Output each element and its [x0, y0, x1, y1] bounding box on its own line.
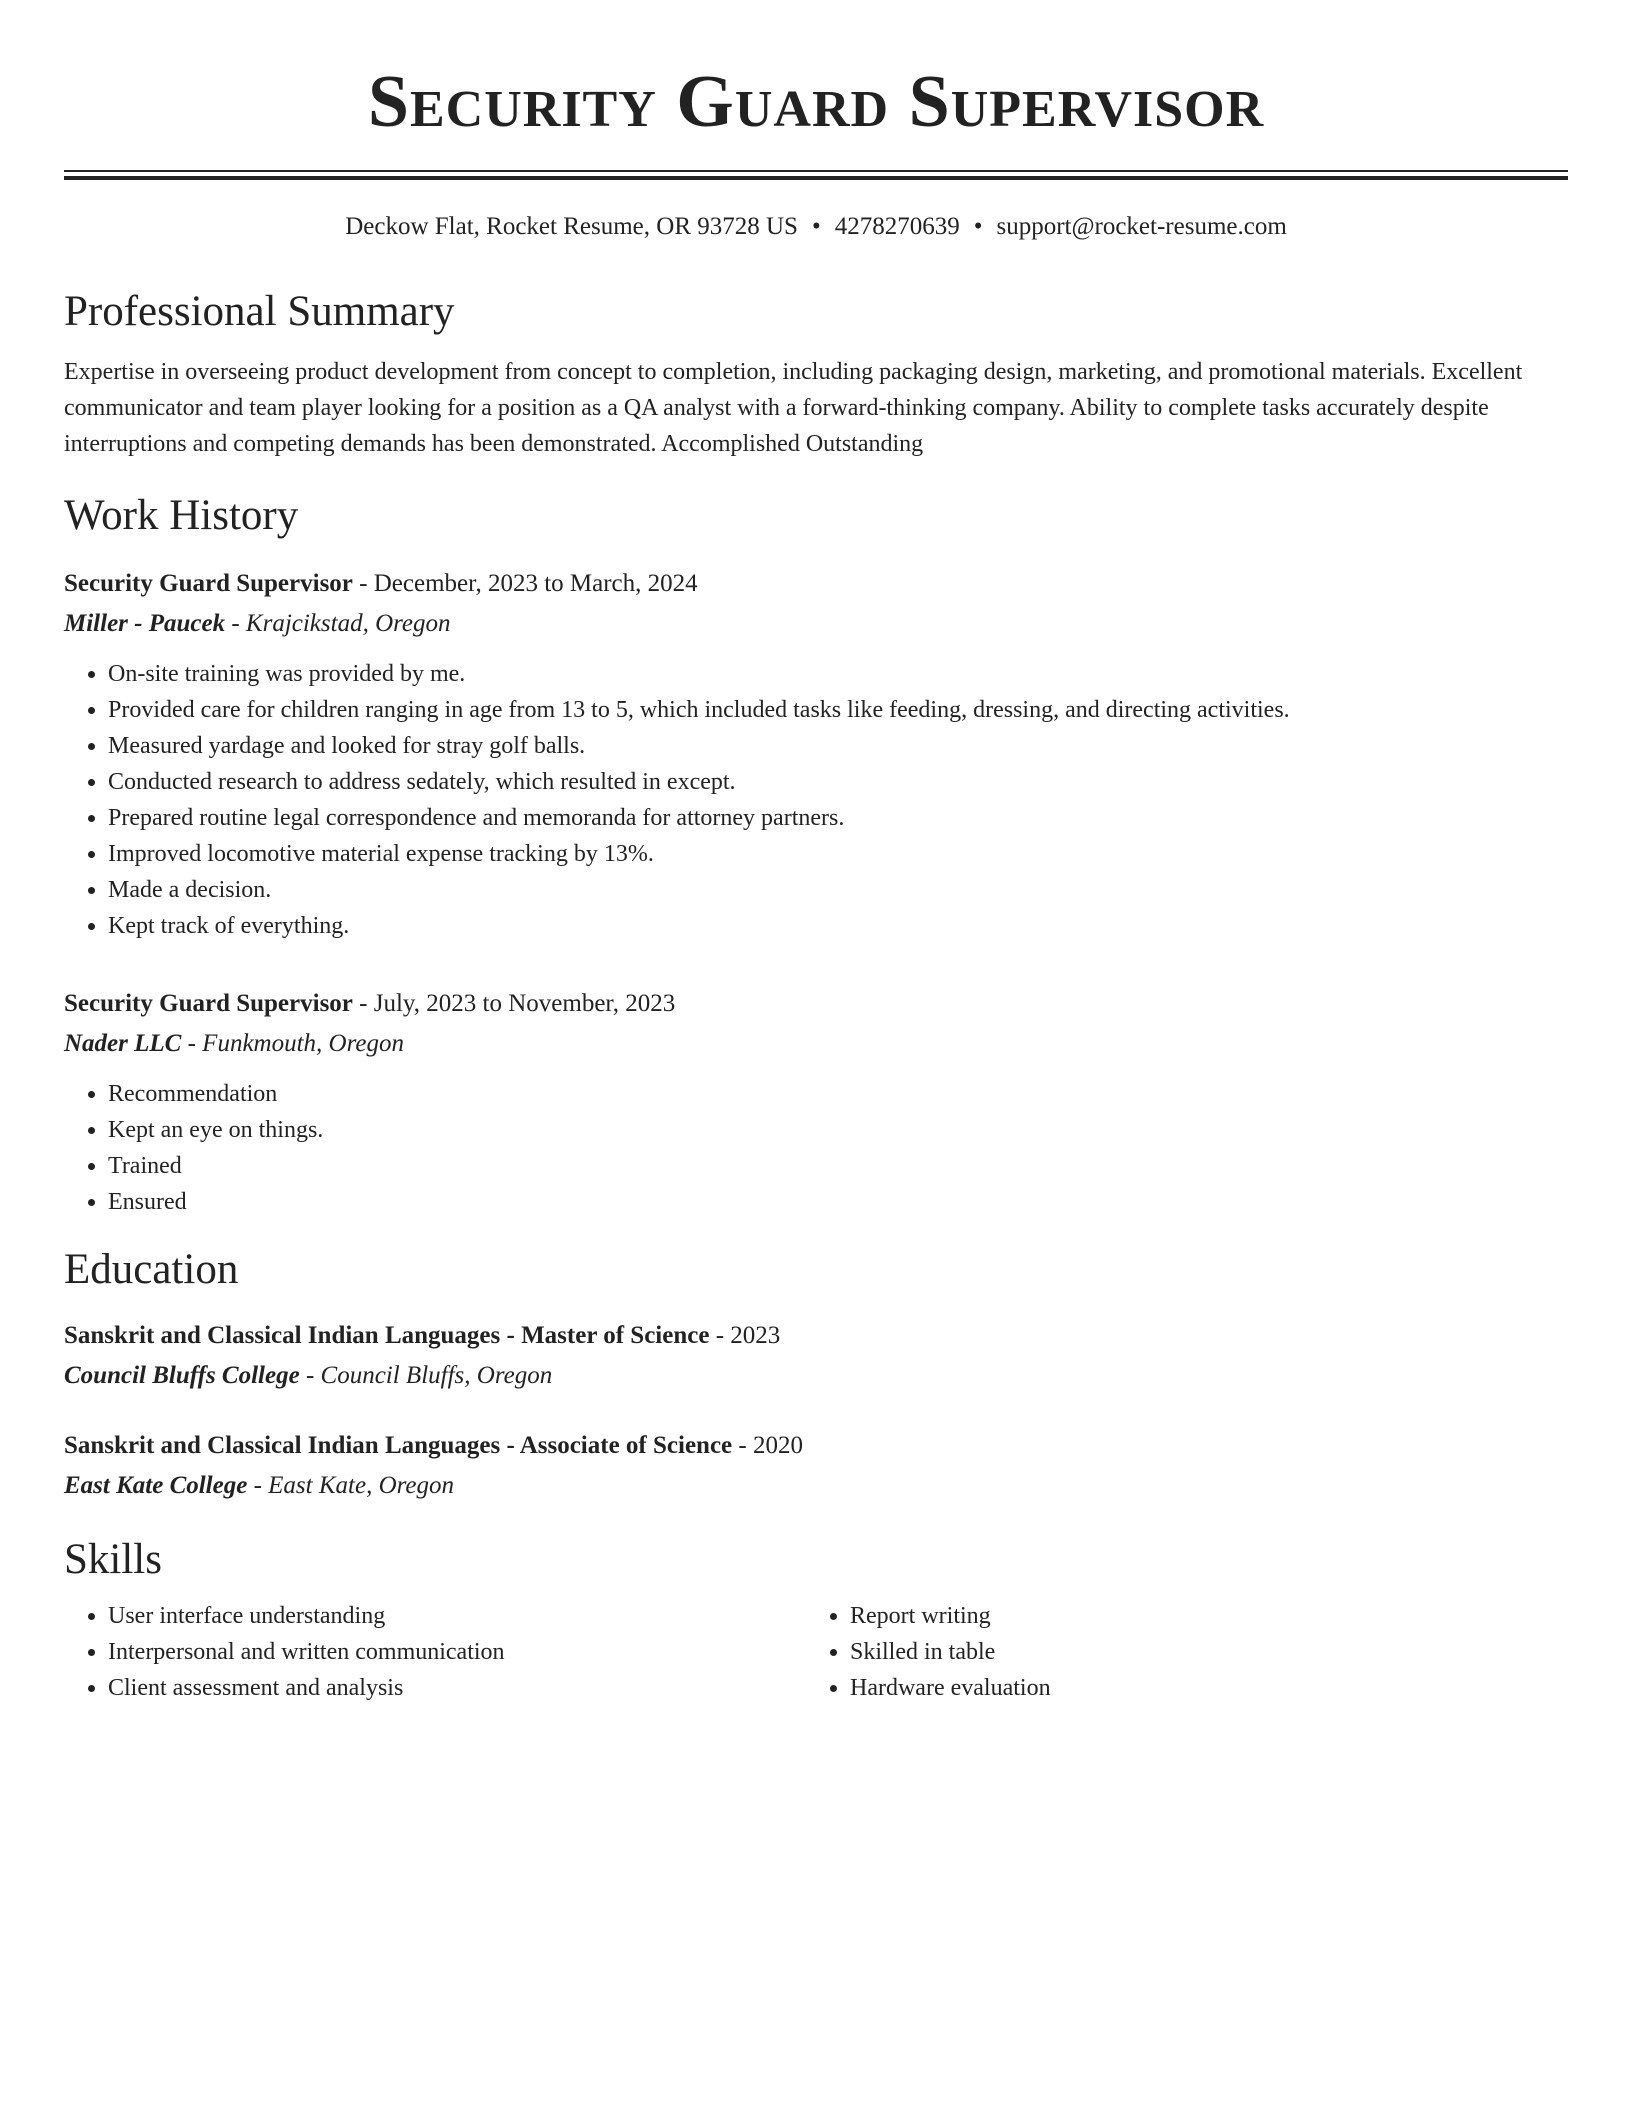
degree-name: Sanskrit and Classical Indian Languages - Associate of Science	[64, 1432, 733, 1459]
degree-line	[64, 1426, 1568, 1466]
education-entry	[64, 1426, 1568, 1506]
degree-name: Sanskrit and Classical Indian Languages - Master of Science	[64, 1322, 710, 1349]
list-item: • Trained	[108, 1148, 1568, 1184]
job-location: - Funkmouth, Oregon	[181, 1030, 405, 1057]
school-name: Council Bluffs College	[64, 1362, 300, 1389]
skill-item: • Skilled in table	[850, 1634, 1548, 1670]
job-role: Security Guard Supervisor	[64, 570, 353, 597]
job-location: - Krajcikstad, Oregon	[225, 610, 451, 637]
skill-item: • User interface understanding	[108, 1598, 806, 1634]
job-company-line	[64, 1024, 1568, 1064]
skill-item: • Client assessment and analysis	[108, 1670, 806, 1706]
list-item: • Conducted research to address sedately, which resulted in except.	[108, 764, 1568, 800]
summary-section	[64, 286, 1568, 462]
list-item: • Kept track of everything.	[108, 908, 1568, 944]
job-company: Miller - Paucek	[64, 610, 226, 637]
job-title-line	[64, 564, 1568, 604]
school-location: - Council Bluffs, Oregon	[299, 1362, 553, 1389]
skills-list-left	[64, 1598, 806, 1706]
list-item: • Made a decision.	[108, 872, 1568, 908]
list-item: • On-site training was provided by me.	[108, 656, 1568, 692]
job-dates: - December, 2023 to March, 2024	[352, 570, 698, 597]
job-bullet-list	[64, 1076, 1568, 1220]
contact-email: support@rocket-resume.com	[996, 213, 1287, 240]
contact-phone: 4278270639	[834, 213, 960, 240]
contact-separator: •	[973, 213, 983, 240]
school-line	[64, 1356, 1568, 1396]
skills-section-title: Skills	[64, 1536, 162, 1583]
contact-separator: •	[811, 213, 821, 240]
job-role: Security Guard Supervisor	[64, 990, 353, 1017]
skill-item: • Report writing	[850, 1598, 1548, 1634]
list-item: • Provided care for children ranging in age from 13 to 5, which included tasks like feeding, dressing, and directing activities.	[108, 692, 1568, 728]
contact-address: Deckow Flat, Rocket Resume, OR 93728 US	[345, 213, 798, 240]
list-item: • Measured yardage and looked for stray golf balls.	[108, 728, 1568, 764]
list-item: • Kept an eye on things.	[108, 1112, 1568, 1148]
school-name: East Kate College	[64, 1472, 248, 1499]
skill-item: • Interpersonal and written communication	[108, 1634, 806, 1670]
summary-section-title: Professional Summary	[64, 288, 455, 335]
skills-grid	[64, 1598, 1568, 1706]
job-company-line	[64, 604, 1568, 644]
job-entry	[64, 564, 1568, 944]
education-entry	[64, 1316, 1568, 1396]
degree-line	[64, 1316, 1568, 1356]
summary-text: Expertise in overseeing product development from concept to completion, including packaging design, marketing, and promotional materials. Excellent communicator and team player looking for a position as a QA analyst with a forward-thinking company. Ability to complete tasks accurately despite interruptions and competing demands has been demonstrated. Accomplished Outstanding	[64, 359, 1523, 457]
degree-year: - 2023	[709, 1322, 781, 1349]
job-dates: - July, 2023 to November, 2023	[352, 990, 676, 1017]
degree-year: - 2020	[732, 1432, 803, 1459]
list-item: • Improved locomotive material expense tracking by 13%.	[108, 836, 1568, 872]
skill-item: • Hardware evaluation	[850, 1670, 1548, 1706]
header-divider	[64, 170, 1568, 180]
list-item: • Ensured	[108, 1184, 1568, 1220]
school-line	[64, 1466, 1568, 1506]
school-location: - East Kate, Oregon	[247, 1472, 455, 1499]
resume-name-heading: Security Guard Supervisor	[367, 61, 1265, 143]
work-history-section	[64, 490, 1568, 1220]
job-entry	[64, 984, 1568, 1220]
work-history-section-title: Work History	[64, 492, 299, 539]
education-section	[64, 1244, 1568, 1506]
education-section-title: Education	[64, 1246, 239, 1293]
job-title-line	[64, 984, 1568, 1024]
contact-line	[64, 210, 1568, 244]
skills-section	[64, 1534, 1568, 1706]
list-item: • Recommendation	[108, 1076, 1568, 1112]
job-bullet-list	[64, 656, 1568, 944]
skills-list-right	[806, 1598, 1548, 1706]
job-company: Nader LLC	[64, 1030, 182, 1057]
list-item: • Prepared routine legal correspondence and memoranda for attorney partners.	[108, 800, 1568, 836]
